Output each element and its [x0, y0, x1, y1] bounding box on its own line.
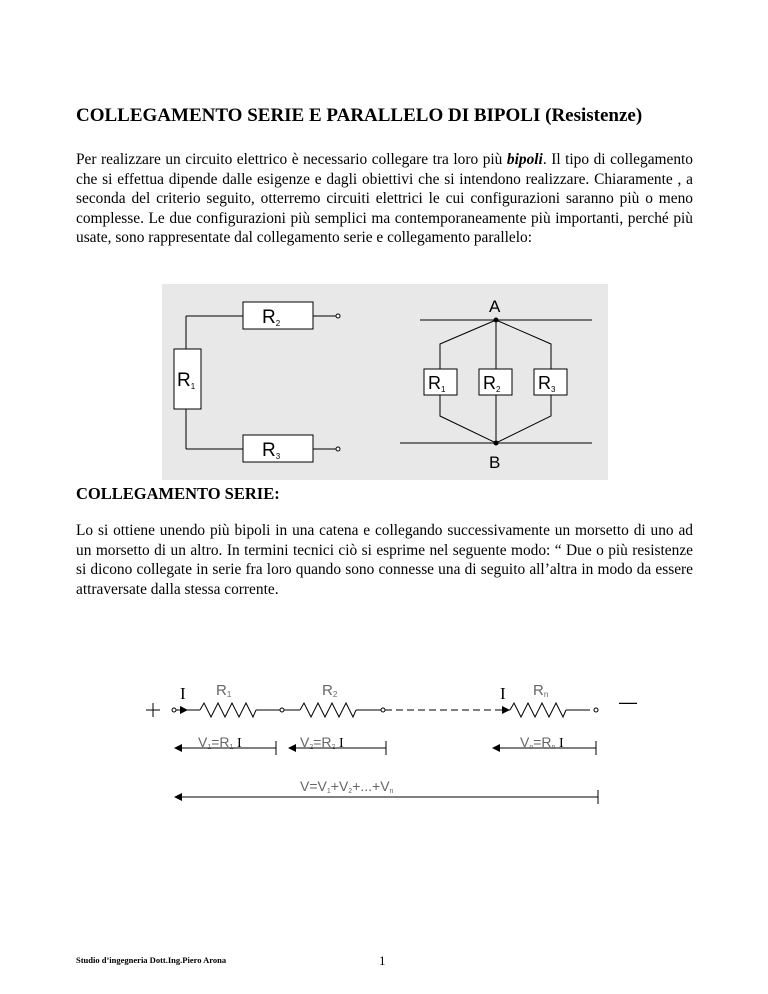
- page-title: COLLEGAMENTO SERIE E PARALLELO DI BIPOLI (Resistenze): [76, 105, 643, 126]
- node-r1-r2: [280, 708, 284, 712]
- label-r1: R1: [177, 370, 196, 391]
- label-node-a: A: [489, 297, 501, 316]
- minus-sign: —: [619, 692, 637, 712]
- current-arrow-n: [502, 706, 510, 714]
- label-v2: V2=R2 I: [300, 734, 344, 751]
- terminal-left: [172, 708, 176, 712]
- section-heading-series: COLLEGAMENTO SERIE:: [76, 484, 280, 503]
- label-r3: R3: [262, 440, 281, 461]
- resistor-zigzag-r2: [300, 703, 356, 717]
- intro-text-before: Per realizzare un circuito elettrico è necessario collegare tra loro più: [76, 151, 507, 168]
- series-paragraph: Lo si ottiene unendo più bipoli in una catena e collegando successivamente un morsetto di uno ad un morsetto di un altro. In termini tecnici ciò si esprime nel seguente modo: “ Due o più resistenze si dicono collegate in serie fra loro quando sono connesse una di seguito all’altra in modo da essere attraversate dalla stessa corrente.: [76, 522, 693, 598]
- label-rn-series: Rn: [533, 682, 549, 699]
- label-r3-parallel: R3: [538, 373, 556, 394]
- intro-text-after: . Il tipo di collegamento che si effettua dipende dalle esigenze e dagli obiettivi che si intendono realizzare. Chiaramente , a seconda del criterio seguito, otterremo circuiti elettrici le cui configurazioni saranno più o meno complesse. Le due configurazioni più semplici ma contemporaneamente più importanti, perché più usate, sono rappresentate dal collegamento serie e collegamento parallelo:: [76, 151, 693, 247]
- resistor-zigzag-rn: [510, 703, 566, 717]
- intro-emphasis-bipoli: bipoli: [506, 151, 543, 168]
- label-r2: R2: [262, 307, 281, 328]
- label-r2-parallel: R2: [483, 373, 501, 394]
- resistor-zigzag-r1: [200, 703, 256, 717]
- terminal-right: [594, 708, 598, 712]
- current-label-1: I: [180, 684, 186, 703]
- current-arrow-1: [180, 706, 188, 714]
- label-r1-series: R1: [216, 682, 232, 699]
- current-label-n: I: [500, 684, 506, 703]
- label-r2-series: R2: [322, 682, 338, 699]
- label-vtotal: V=V1+V2+...+Vn: [300, 778, 394, 795]
- label-r1-parallel: R1: [428, 373, 446, 394]
- label-v1: V1=R1 I: [198, 734, 242, 751]
- footer-studio: Studio d’ingegneria Dott.Ing.Piero Arona: [76, 955, 227, 965]
- label-vn: Vn=Rn I: [520, 734, 564, 751]
- label-node-b: B: [489, 453, 501, 472]
- node-r2-dash: [381, 708, 385, 712]
- page-number: 1: [379, 953, 386, 968]
